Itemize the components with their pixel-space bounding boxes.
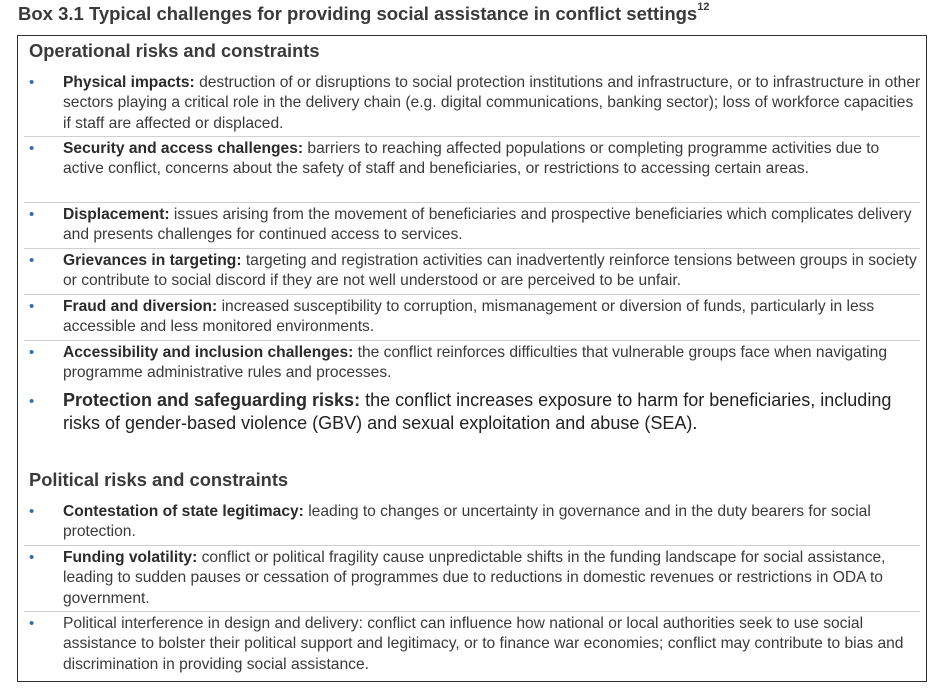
item-text: increased susceptibility to corruption, mismanagement or diversion of funds, particularly in less accessible and less monitored environments. (63, 298, 875, 336)
item-term: Protection and safeguarding risks: (63, 390, 361, 410)
list-item-displacement (29, 205, 923, 246)
list-item-grievances (29, 251, 923, 292)
item-term: Funding volatility: (63, 549, 198, 566)
divider (24, 294, 920, 295)
divider (24, 136, 920, 137)
item-text: the conflict reinforces difficulties that vulnerable groups face when navigating programme administrative rules and processes. (63, 344, 887, 382)
item-text: issues arising from the movement of beneficiaries and prospective beneficiaries which complicates delivery and presents challenges for continued access to services. (63, 206, 912, 244)
item-term: Contestation of state legitimacy: (63, 503, 304, 520)
item-text: destruction of or disruptions to social protection institutions and infrastructure, or to infrastructure in other sectors playing a critical role in the delivery chain (e.g. digital communications, banking sector); loss of workforce capacities if staff are affected or displaced. (63, 74, 921, 132)
item-text: conflict or political fragility cause unpredictable shifts in the funding landscape for social assistance, leading to sudden pauses or cessation of programmes due to reductions in domestic revenues or restrictions in ODA to government. (63, 549, 886, 607)
bullet-icon: • (29, 74, 35, 91)
box-title (18, 3, 709, 25)
item-text: leading to changes or uncertainty in governance and in the duty bearers for social protection. (63, 503, 871, 541)
item-term: Grievances in targeting: (63, 252, 242, 269)
bullet-icon: • (29, 393, 35, 410)
bullet-icon: • (29, 344, 35, 361)
bullet-icon: • (29, 206, 35, 223)
item-text: the conflict increases exposure to harm for beneficiaries, including risks of gender-based violence (GBV) and sexual exploitation and abuse (SEA). (63, 390, 892, 433)
bullet-icon: • (29, 615, 35, 632)
list-item-protection (29, 389, 923, 435)
footnote-marker: 12 (697, 1, 710, 13)
section-heading-operational: Operational risks and constraints (29, 40, 320, 61)
item-term: Security and access challenges: (63, 140, 304, 157)
item-text: Political interference in design and delivery: conflict can influence how national or local authorities seek to use social assistance to bolster their political support and legitimacy, or to finance war economies; conflict may contribute to bias and discrimination in providing social assistance. (63, 615, 904, 673)
list-item-political-interference (29, 614, 923, 675)
item-term: Fraud and diversion: (63, 298, 218, 315)
item-text: targeting and registration activities can inadvertently reinforce tensions between groups in society or contribute to social discord if they are not well understood or are perceived to be unfair. (63, 252, 917, 290)
list-item-state-legitimacy (29, 502, 923, 543)
box-title-text: Box 3.1 Typical challenges for providing social assistance in conflict settings (18, 3, 698, 24)
list-item-physical-impacts (29, 73, 923, 134)
list-item-funding-volatility (29, 548, 923, 609)
list-item-security-access (29, 139, 923, 180)
divider (24, 248, 920, 249)
divider (24, 545, 920, 546)
bullet-icon: • (29, 252, 35, 269)
list-item-fraud-diversion (29, 297, 923, 338)
section-heading-political: Political risks and constraints (29, 469, 289, 490)
bullet-icon: • (29, 503, 35, 520)
divider (24, 611, 920, 612)
bullet-icon: • (29, 549, 35, 566)
divider (24, 202, 920, 203)
divider (24, 340, 920, 341)
item-term: Accessibility and inclusion challenges: (63, 344, 354, 361)
item-term: Physical impacts: (63, 74, 195, 91)
item-term: Displacement: (63, 206, 170, 223)
list-item-accessibility (29, 343, 923, 384)
bullet-icon: • (29, 298, 35, 315)
item-text: barriers to reaching affected populations or completing programme activities due to active conflict, concerns about the safety of staff and beneficiaries, or restrictions to accessing certain areas. (63, 140, 880, 178)
bullet-icon: • (29, 140, 35, 157)
